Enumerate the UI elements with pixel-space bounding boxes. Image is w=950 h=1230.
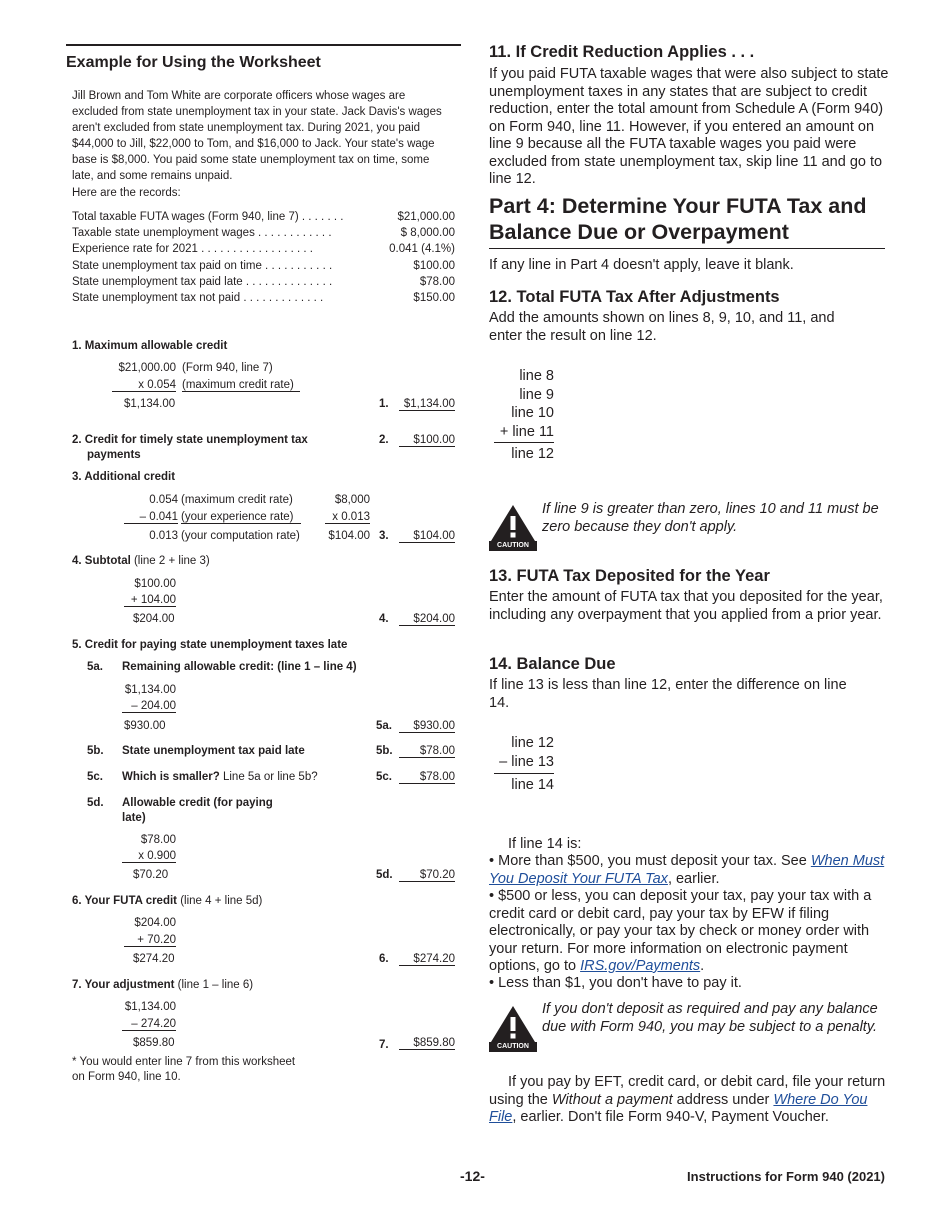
record-row: State unemployment tax paid late . . . . . . . . . . . . . . $78.00 xyxy=(72,276,455,288)
section-4-heading: 4. Subtotal (line 2 + line 3) xyxy=(72,555,210,567)
section-3-heading: 3. Additional credit xyxy=(72,471,176,483)
page-number: -12- xyxy=(460,1168,485,1184)
s5d-number: 5d. xyxy=(87,797,104,809)
s1-value-a: $21,000.00 xyxy=(118,362,176,374)
part-4-rule xyxy=(489,248,885,249)
s5d-line-number: 5d. xyxy=(376,869,393,881)
paragraph-line-13: Enter the amount of FUTA tax that you deposited for the year, including any overpayment that you applied from a prior year. xyxy=(489,589,883,623)
s7-result: $859.80 xyxy=(133,1037,175,1049)
heading-line-14: 14. Balance Due xyxy=(489,655,616,673)
s5a-value-1: $1,134.00 xyxy=(124,684,176,696)
caution-text-1: If line 9 is greater than zero, lines 10 and 11 must be zero because they don't apply. xyxy=(542,501,879,535)
s1-line-number: 1. xyxy=(379,398,389,410)
footnote-line-2: on Form 940, line 10. xyxy=(72,1071,181,1083)
example-title: Example for Using the Worksheet xyxy=(66,54,321,71)
part-4-note: If any line in Part 4 doesn't apply, leave it blank. xyxy=(489,257,794,273)
heading-line-11: 11. If Credit Reduction Applies . . . xyxy=(489,43,755,61)
s1-value-b: x 0.054 xyxy=(112,379,176,392)
list-item: • Less than $1, you don't have to pay it. xyxy=(489,975,742,991)
records-label: Here are the records: xyxy=(72,187,181,199)
s1-note-b: (maximum credit rate) xyxy=(182,379,300,392)
list-item: • More than $500, you must deposit your tax. See When Must You Deposit Your FUTA Tax, earlier. xyxy=(489,853,885,887)
section-5-heading: 5. Credit for paying state unemployment taxes late xyxy=(72,639,348,651)
s3-wage-base: $8,000 xyxy=(334,494,370,506)
s3-line-number: 3. xyxy=(379,530,389,542)
s5d-heading: Allowable credit (for paying xyxy=(122,797,273,809)
caution-icon: CAUTION xyxy=(489,503,537,551)
s1-note-a: (Form 940, line 7) xyxy=(182,362,273,374)
top-rule xyxy=(66,44,461,46)
s4-value-a: $100.00 xyxy=(134,578,176,590)
s7-value-a: $1,134.00 xyxy=(124,1001,176,1013)
line-14-conditions-intro: If line 14 is: xyxy=(508,836,582,852)
record-row: Taxable state unemployment wages . . . . . . . . . . . . $ 8,000.00 xyxy=(72,227,455,239)
section-2-heading: 2. Credit for timely state unemployment tax xyxy=(72,434,308,446)
s5c-heading: Which is smaller? Line 5a or line 5b? xyxy=(122,771,318,783)
s5b-number: 5b. xyxy=(87,745,104,757)
heading-line-12: 12. Total FUTA Tax After Adjustments xyxy=(489,288,780,306)
paragraph-payment-address: If you pay by EFT, credit card, or debit card, file your return using the Without a payment address under Where Do You File, earlier. Don't file Form 940-V, Payment Voucher. xyxy=(489,1074,886,1125)
paragraph-line-14: If line 13 is less than line 12, enter the difference on line 14. xyxy=(489,677,847,711)
s5d-line-value: $70.20 xyxy=(399,869,455,882)
s5a-result: $930.00 xyxy=(124,720,166,732)
s3-rate-comp: 0.013 xyxy=(149,530,178,542)
s2-line-value: $100.00 xyxy=(399,434,455,447)
footnote-line-1: * You would enter line 7 from this worksheet xyxy=(72,1056,296,1068)
s5a-line-number: 5a. xyxy=(376,720,392,732)
list-item: • $500 or less, you can deposit your tax, pay your tax with a credit card or debit card, pay your tax by EFW if filing electronically, or pay your tax by check or money order with your return. For more information on electronic payment options, go to IRS.gov/Payments. xyxy=(489,888,872,974)
s3-rate-exp: – 0.041 xyxy=(124,511,178,524)
s1-line-value: $1,134.00 xyxy=(399,398,455,411)
s5a-heading: Remaining allowable credit: (line 1 – line 4) xyxy=(122,661,357,673)
s4-line-number: 4. xyxy=(379,613,389,625)
s2-line-number: 2. xyxy=(379,434,389,446)
s3-note-max: (maximum credit rate) xyxy=(181,494,293,506)
s5a-value-2: – 204.00 xyxy=(122,700,176,713)
s5a-line-value: $930.00 xyxy=(399,720,455,733)
caution-icon: CAUTION xyxy=(489,1004,537,1052)
s3-note-exp: (your experience rate) xyxy=(181,511,301,524)
caution-text-2: If you don't deposit as required and pay any balance due with Form 940, you may be subject to a penalty. xyxy=(542,1001,878,1035)
s4-value-b: + 104.00 xyxy=(124,594,176,607)
example-intro: Jill Brown and Tom White are corporate officers whose wages are excluded from state unemployment tax in your state. Jack Davis's wages aren't excluded from state unemployment tax. During 2021, you paid $44,000 to Jill, $22,000 to Tom, and $16,000 to Jack. Your state's wage base is $8,000. You paid some state unemployment tax on time, some late, and some remains unpaid. xyxy=(72,90,442,182)
s5a-number: 5a. xyxy=(87,661,103,673)
record-row: Total taxable FUTA wages (Form 940, line 7) . . . . . . . $21,000.00 xyxy=(72,211,455,223)
s5d-heading-cont: late) xyxy=(122,812,146,824)
s5c-line-value: $78.00 xyxy=(399,771,455,784)
paragraph-line-11: If you paid FUTA taxable wages that were also subject to state unemployment taxes in any states that are subject to credit reduction, enter the total amount from Schedule A (Form 940) on Form 940, line 11. However, if you entered an amount on line 9 because all the FUTA taxable wages you paid were excluded from state unemployment tax, skip line 11 and go to line 12. xyxy=(489,66,889,187)
section-7-heading: 7. Your adjustment (line 1 – line 6) xyxy=(72,979,254,991)
s5d-value-2: x 0.900 xyxy=(122,850,176,863)
s5b-heading: State unemployment tax paid late xyxy=(122,745,305,757)
s7-value-b: – 274.20 xyxy=(122,1018,176,1031)
s5b-line-number: 5b. xyxy=(376,745,393,757)
s3-rate-max: 0.054 xyxy=(149,494,178,506)
s6-line-value: $274.20 xyxy=(399,953,455,966)
part-4-heading: Part 4: Determine Your FUTA Tax and Balance Due or Overpayment xyxy=(489,194,867,244)
s6-line-number: 6. xyxy=(379,953,389,965)
s5d-value-1: $78.00 xyxy=(140,834,176,846)
s5b-line-value: $78.00 xyxy=(399,745,455,758)
s3-line-value: $104.00 xyxy=(399,530,455,543)
record-row: State unemployment tax paid on time . . . . . . . . . . . $100.00 xyxy=(72,260,455,272)
section-2-heading-cont: payments xyxy=(87,449,141,461)
heading-line-13: 13. FUTA Tax Deposited for the Year xyxy=(489,567,770,585)
paragraph-line-12: Add the amounts shown on lines 8, 9, 10, and 11, and enter the result on line 12. xyxy=(489,310,835,344)
s6-result: $274.20 xyxy=(133,953,175,965)
s3-product: $104.00 xyxy=(328,530,370,542)
section-6-heading: 6. Your FUTA credit (line 4 + line 5d) xyxy=(72,895,263,907)
s6-value-b: + 70.20 xyxy=(124,934,176,947)
s3-note-comp: (your computation rate) xyxy=(181,530,300,542)
link-irs-payments[interactable]: IRS.gov/Payments xyxy=(580,958,701,974)
s5d-result: $70.20 xyxy=(133,869,169,881)
footer-title: Instructions for Form 940 (2021) xyxy=(687,1169,885,1184)
line-14-computation: line 12 – line 13 line 14 xyxy=(494,734,554,795)
record-row: State unemployment tax not paid . . . . . . . . . . . . . $150.00 xyxy=(72,292,455,304)
s5c-line-number: 5c. xyxy=(376,771,392,783)
link-where-do-you-file[interactable]: Where Do You File xyxy=(489,1091,868,1125)
s4-result: $204.00 xyxy=(133,613,175,625)
record-row: Experience rate for 2021 . . . . . . . . . . . . . . . . . . 0.041 (4.1%) xyxy=(72,243,455,255)
s5c-number: 5c. xyxy=(87,771,103,783)
s4-line-value: $204.00 xyxy=(399,613,455,626)
link-when-must-you-deposit[interactable]: When Must You Deposit Your FUTA Tax xyxy=(489,853,885,887)
section-1-heading: 1. Maximum allowable credit xyxy=(72,340,228,352)
s3-multiplier: x 0.013 xyxy=(325,511,370,524)
line-12-computation: line 8 line 9 line 10 + line 11 line 12 xyxy=(494,367,554,464)
s7-line-value: $859.80 xyxy=(399,1037,455,1050)
s1-result: $1,134.00 xyxy=(124,398,176,410)
s7-line-number: 7. xyxy=(379,1039,389,1051)
s6-value-a: $204.00 xyxy=(134,917,176,929)
